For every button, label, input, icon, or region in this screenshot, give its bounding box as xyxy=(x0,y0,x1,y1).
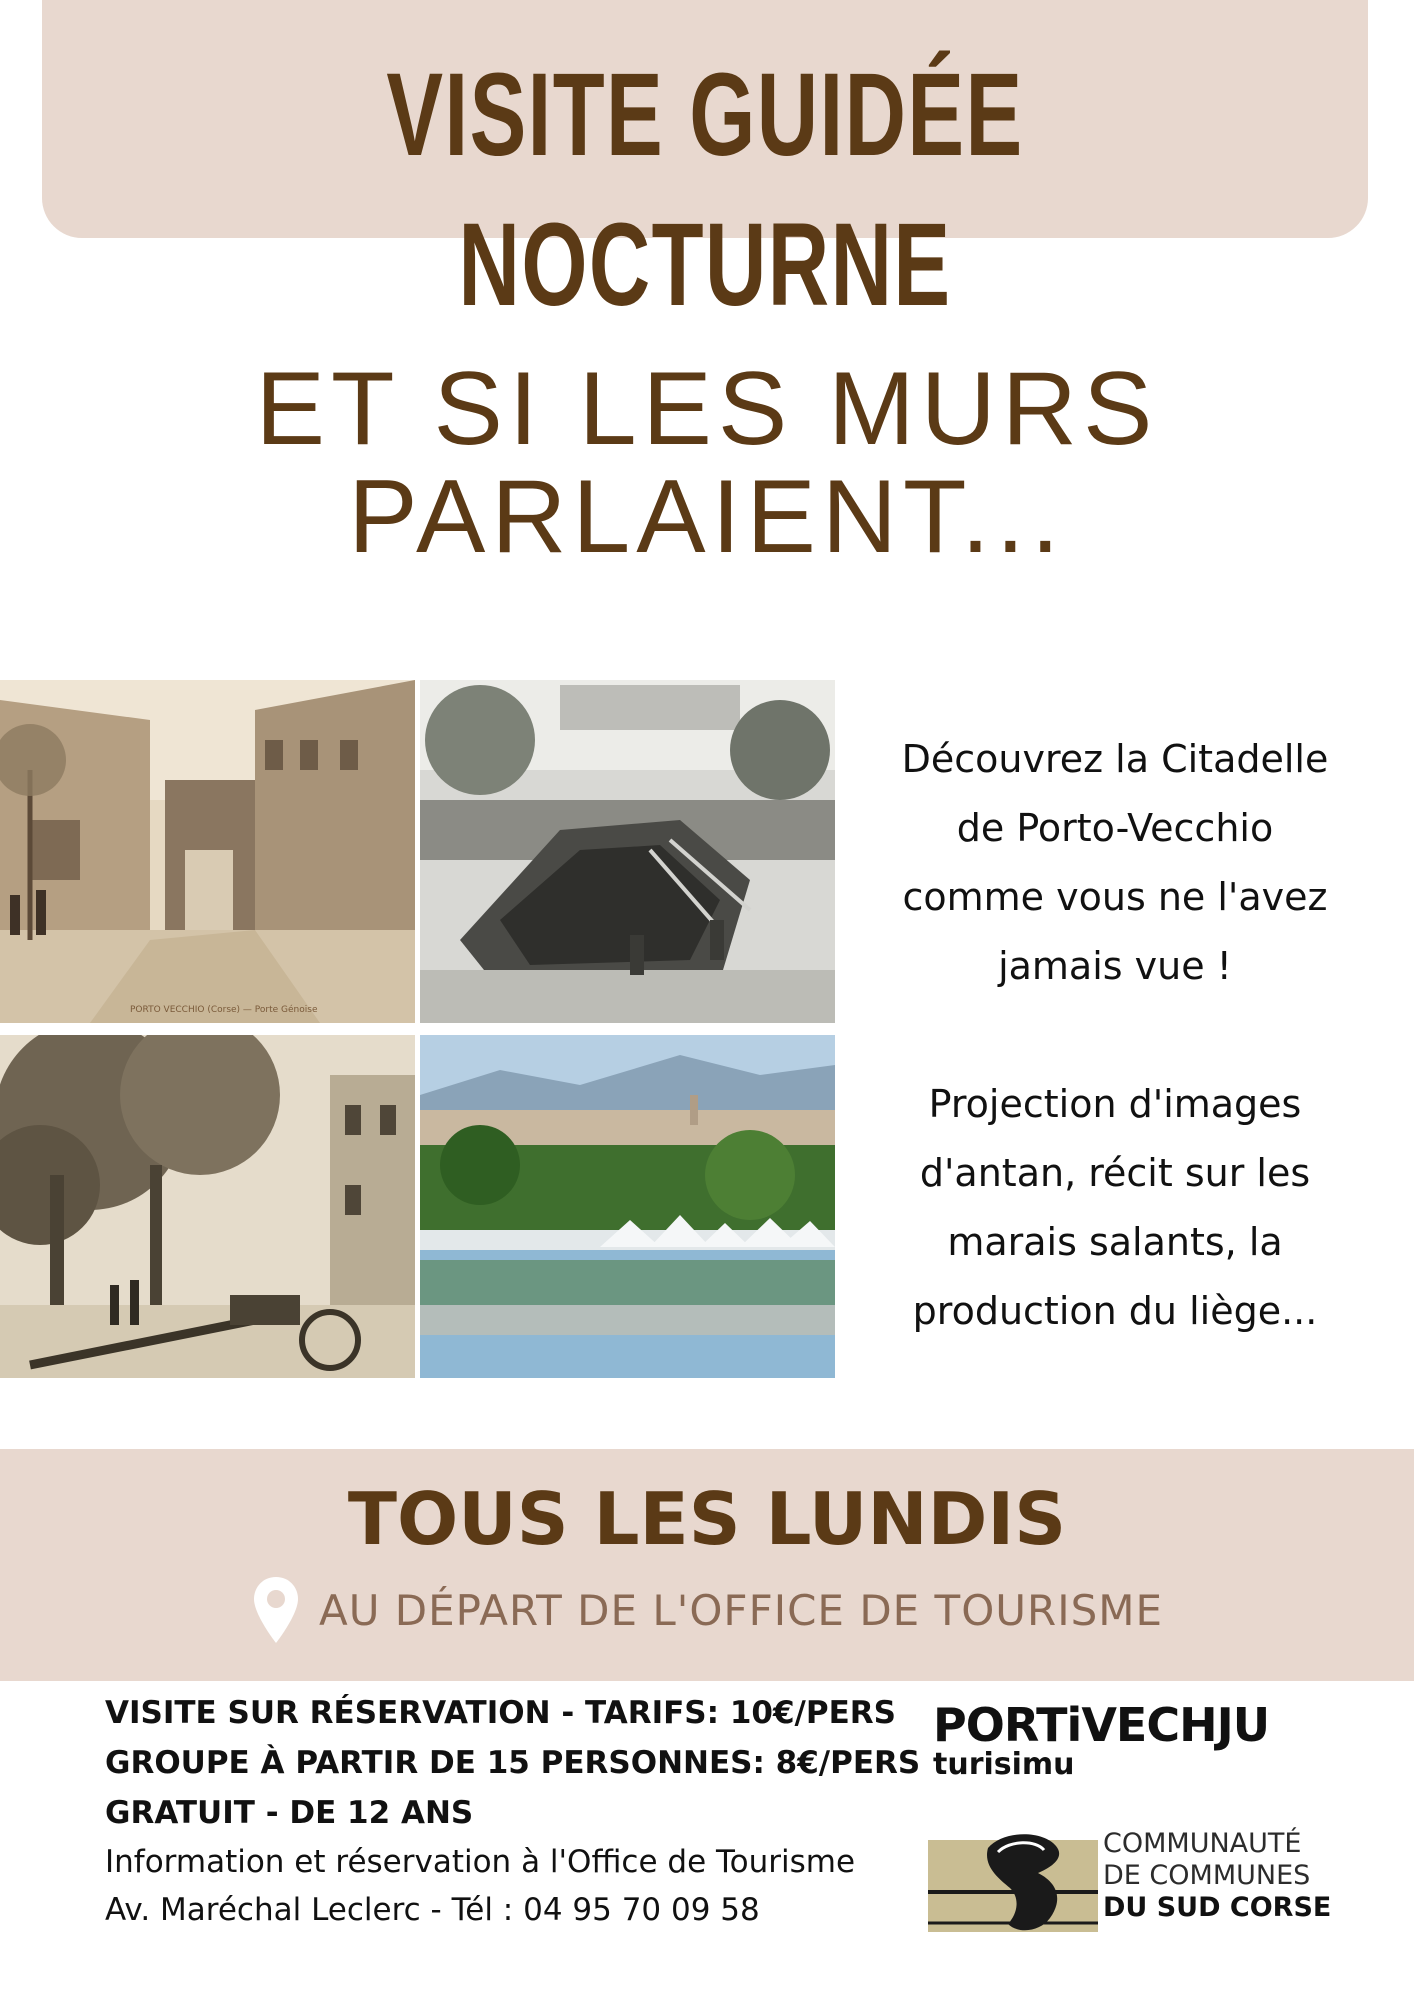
pricing-line: GROUPE À PARTIR DE 15 PERSONNES: 8€/PERS xyxy=(105,1745,921,1781)
community-name xyxy=(1103,1828,1353,1924)
page-title: VISITE GUIDÉE NOCTURNE xyxy=(386,49,1024,331)
photo-grid xyxy=(0,680,835,1378)
location-pin-icon xyxy=(251,1575,301,1645)
contact-address-phone: Av. Maréchal Leclerc - Tél : 04 95 70 09 58 xyxy=(105,1892,760,1928)
tagline xyxy=(0,351,1414,575)
contact-line: Information et réservation à l'Office de Tourisme xyxy=(105,1844,856,1880)
community-name-line: DE COMMUNES xyxy=(1103,1860,1311,1891)
schedule-days: TOUS LES LUNDIS xyxy=(347,1477,1067,1561)
description-line: de Porto-Vecchio xyxy=(956,806,1274,850)
photo-old-cannon-square xyxy=(0,1035,415,1378)
community-logo xyxy=(928,1828,1348,1938)
pricing-info xyxy=(105,1688,925,1934)
tourism-logo-name: PORTiVECHJU xyxy=(933,1698,1270,1752)
tourism-logo-sub: turisimu xyxy=(933,1747,1075,1782)
tagline-line-1: ET SI LES MURS xyxy=(255,351,1159,467)
description-line: production du liège... xyxy=(912,1289,1318,1333)
schedule-banner xyxy=(0,1449,1414,1681)
description-line: d'antan, récit sur les xyxy=(919,1151,1311,1195)
pricing-line: VISITE SUR RÉSERVATION - TARIFS: 10€/PERS xyxy=(105,1695,896,1731)
description xyxy=(850,725,1380,1346)
description-line: comme vous ne l'avez xyxy=(902,875,1328,919)
community-name-line: DU SUD CORSE xyxy=(1103,1892,1332,1923)
departure-location xyxy=(0,1577,1414,1643)
tagline-line-2: PARLAIENT... xyxy=(348,459,1066,575)
photo-old-street-postcard xyxy=(0,680,415,1023)
tourism-logo xyxy=(933,1700,1333,1782)
description-line: marais salants, la xyxy=(947,1220,1283,1264)
postcard-caption: PORTO VECCHIO (Corse) — Porte Génoise xyxy=(130,1005,318,1015)
description-line: Découvrez la Citadelle xyxy=(901,737,1329,781)
rock-landscape-icon xyxy=(928,1828,1098,1938)
photo-cork-harvest xyxy=(420,680,835,1023)
photo-salt-marsh xyxy=(420,1035,835,1378)
departure-text: AU DÉPART DE L'OFFICE DE TOURISME xyxy=(318,1585,1164,1635)
community-name-line: COMMUNAUTÉ xyxy=(1103,1828,1302,1859)
title-banner xyxy=(42,0,1368,331)
description-line: Projection d'images xyxy=(928,1082,1302,1126)
description-line: jamais vue ! xyxy=(998,944,1232,988)
pricing-line: GRATUIT - DE 12 ANS xyxy=(105,1795,474,1831)
